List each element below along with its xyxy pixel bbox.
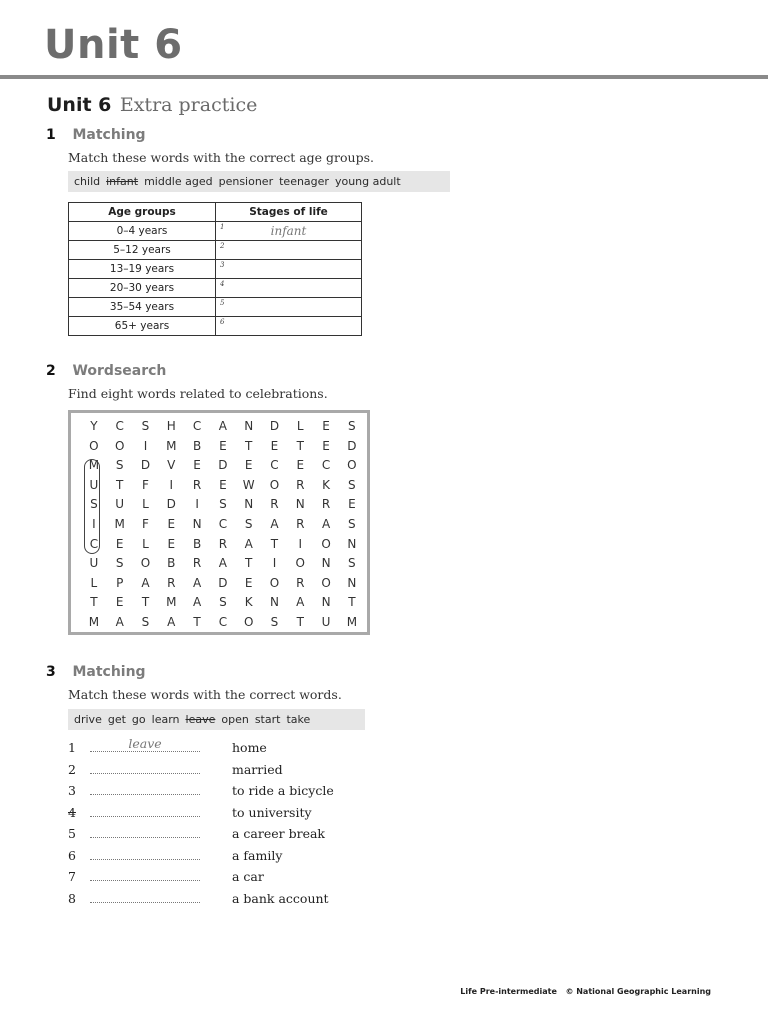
verb-word: take [286,713,311,726]
match-phrase: a family [232,847,283,863]
grid-letter[interactable]: O [114,438,125,453]
footer-copyright: © National Geographic Learning [565,987,711,996]
grid-letter[interactable]: D [218,575,228,590]
grid-letter[interactable]: T [296,614,304,629]
match-item-number: 7 [68,869,76,884]
grid-letter[interactable]: M [88,458,100,473]
stage-answer-cell[interactable] [216,241,362,260]
grid-letter[interactable]: N [321,595,331,610]
grid-letter[interactable]: I [195,497,199,512]
grid-letter[interactable]: T [245,438,253,453]
match-item-number: 1 [68,740,76,755]
match-answer: leave [128,736,162,751]
section-2-instruction: Find eight words related to celebrations. [68,386,328,401]
grid-letter[interactable]: D [140,458,151,473]
section-3-word-box [68,709,365,730]
table-header-stages-of-life: Stages of life [216,203,362,222]
answer-blank[interactable] [90,773,200,774]
answer-blank[interactable] [90,880,200,881]
match-item-number: 6 [68,847,76,863]
grid-letter[interactable]: S [348,419,356,433]
age-word: young adult [334,175,401,188]
grid-letter[interactable]: E [115,595,124,610]
grid-letter[interactable]: R [321,497,331,512]
grid-letter[interactable]: E [322,438,330,453]
age-word: teenager [279,175,329,188]
grid-letter[interactable]: E [193,458,201,473]
grid-letter[interactable]: B [192,438,202,453]
grid-letter[interactable]: R [167,575,176,590]
grid-letter[interactable]: E [296,458,305,473]
grid-letter[interactable]: R [296,575,305,590]
stage-answer-cell[interactable] [216,260,362,279]
match-phrase: home [232,740,267,755]
table-row [69,279,362,298]
grid-letter[interactable]: N [321,556,331,571]
grid-letter[interactable]: D [347,438,357,453]
grid-letter[interactable]: O [89,438,99,453]
row-number: 4 [220,280,225,288]
grid-letter[interactable]: S [348,477,356,492]
stage-answer-cell[interactable] [216,279,362,298]
grid-row [81,476,365,496]
section-1-heading [46,126,146,144]
grid-letter[interactable]: D [166,497,176,512]
age-word: child [74,175,101,188]
footer-book-title: Life Pre-intermediate [460,987,557,996]
grid-letter[interactable]: A [141,575,150,590]
match-item-number: 8 [68,890,76,906]
grid-letter[interactable]: T [270,536,279,551]
grid-letter[interactable]: O [269,477,280,492]
grid-letter[interactable]: E [244,575,253,590]
grid-letter[interactable]: A [192,575,202,590]
grid-letter[interactable]: M [88,614,100,629]
age-word: infant [106,175,139,188]
grid-row [81,535,365,555]
grid-letter[interactable]: S [115,458,124,473]
grid-letter[interactable]: P [116,575,124,590]
verb-word: go [131,713,146,726]
grid-letter[interactable]: E [167,516,176,531]
grid-letter[interactable]: O [243,614,254,629]
grid-letter[interactable]: R [192,556,202,571]
grid-letter[interactable]: A [321,516,331,531]
section-1-title: Matching [72,127,146,143]
section-3-instruction: Match these words with the correct words. [68,687,342,702]
grid-letter[interactable]: T [116,477,124,492]
grid-letter[interactable]: O [295,556,305,571]
grid-letter[interactable]: E [348,497,356,512]
age-group-cell: 0–4 years [69,222,216,241]
match-phrase: married [232,761,283,777]
grid-letter[interactable]: I [272,556,277,571]
grid-letter[interactable]: S [141,614,150,629]
age-group-cell: 35–54 years [69,298,216,317]
grid-row [81,417,365,437]
grid-letter[interactable]: M [346,614,358,629]
grid-letter[interactable]: O [321,575,331,590]
section-2-number: 2 [46,363,56,379]
answer-blank[interactable] [90,794,200,795]
grid-letter[interactable]: C [321,458,331,473]
age-groups-table [68,202,362,336]
grid-letter[interactable]: R [296,477,305,492]
wordsearch-letters [81,417,365,633]
grid-letter[interactable]: R [218,536,228,551]
table-row [69,260,362,279]
grid-letter[interactable]: S [141,419,150,433]
section-3-title: Matching [72,664,146,680]
stage-answer-cell[interactable] [216,298,362,317]
grid-letter[interactable]: E [115,536,124,551]
grid-letter[interactable]: E [322,419,330,433]
grid-letter[interactable]: N [192,516,202,531]
grid-letter[interactable]: B [192,536,202,551]
grid-letter[interactable]: U [321,614,331,629]
verb-word: learn [151,713,180,726]
grid-letter[interactable]: C [192,419,202,433]
grid-letter[interactable]: T [348,595,356,610]
grid-letter[interactable]: C [218,516,228,531]
grid-letter[interactable]: I [143,438,148,453]
grid-letter[interactable]: N [244,497,254,512]
grid-letter[interactable]: U [89,477,99,492]
row-number: 6 [220,318,225,326]
grid-letter[interactable]: O [347,458,357,473]
verb-word: drive [74,713,102,726]
grid-letter[interactable]: T [245,556,253,571]
match-phrase: a bank account [232,890,329,906]
grid-row [81,456,365,476]
grid-letter[interactable]: E [244,458,253,473]
grid-letter[interactable]: B [167,556,176,571]
grid-letter[interactable]: E [270,438,279,453]
page-title-extra: Extra practice [119,94,258,116]
grid-letter[interactable]: W [242,477,255,492]
grid-row [81,593,365,613]
grid-letter[interactable]: S [348,556,356,571]
age-group-cell: 5–12 years [69,241,216,260]
grid-letter[interactable]: L [142,536,149,551]
grid-letter[interactable]: O [140,556,151,571]
age-word: middle aged [144,175,213,188]
grid-letter[interactable]: C [89,536,99,551]
grid-letter[interactable]: M [166,595,177,610]
grid-letter[interactable]: S [219,595,227,610]
answer-blank[interactable] [90,902,200,903]
grid-letter[interactable]: S [244,516,253,531]
grid-letter[interactable]: T [193,614,201,629]
match-item-number: 5 [68,826,76,841]
table-row [69,222,362,241]
verb-word: open [221,713,249,726]
grid-letter[interactable]: S [348,516,356,531]
grid-letter[interactable]: A [167,614,176,629]
grid-letter[interactable]: R [270,497,279,512]
grid-letter[interactable]: A [296,595,305,610]
grid-letter[interactable]: E [219,477,227,492]
grid-letter[interactable]: N [295,497,305,512]
grid-row [81,613,365,633]
grid-letter[interactable]: A [192,595,202,610]
grid-letter[interactable]: I [298,536,303,551]
grid-letter[interactable]: A [218,556,227,571]
section-1-number: 1 [46,127,56,143]
found-word-circle [84,459,100,554]
answer-blank[interactable] [90,751,200,752]
match-phrase: a car [232,869,264,884]
grid-letter[interactable]: V [167,458,176,473]
grid-letter[interactable]: U [89,556,99,571]
grid-letter[interactable]: E [167,536,176,551]
age-group-cell: 13–19 years [69,260,216,279]
grid-letter[interactable]: I [92,516,96,531]
stage-answer-cell[interactable] [216,222,362,241]
grid-letter[interactable]: U [115,497,125,512]
grid-letter[interactable]: A [270,516,279,531]
row-number: 3 [220,261,225,269]
grid-letter[interactable]: A [218,419,227,433]
section-3-number: 3 [46,664,56,680]
grid-letter[interactable]: N [347,536,357,551]
grid-letter[interactable]: F [142,477,149,492]
age-group-cell: 65+ years [69,317,216,336]
grid-letter[interactable]: S [219,497,227,512]
row-number: 1 [220,223,225,231]
grid-letter[interactable]: L [90,575,98,590]
section-3-heading [46,663,146,681]
grid-row [81,437,365,457]
match-phrase: a career break [232,826,325,841]
grid-letter[interactable]: S [270,614,279,629]
table-header-age-groups: Age groups [69,203,216,222]
grid-letter[interactable]: L [296,419,304,433]
age-word: pensioner [218,175,274,188]
stage-answer: infant [270,224,307,238]
verb-word: leave [185,713,216,726]
age-group-cell: 20–30 years [69,279,216,298]
grid-letter[interactable]: Y [90,419,98,433]
section-1-word-box [68,171,450,192]
match-item-number: 4 [68,804,76,820]
grid-letter[interactable]: T [296,438,304,453]
page-title [47,94,257,116]
grid-letter[interactable]: M [166,438,177,453]
table-row [69,317,362,336]
grid-letter[interactable]: O [321,536,331,551]
match-phrase: to ride a bicycle [232,783,334,798]
answer-blank[interactable] [90,837,200,838]
row-number: 2 [220,242,225,250]
grid-letter[interactable]: E [219,438,227,453]
grid-letter[interactable]: R [296,516,305,531]
page-title-unit: Unit 6 [47,94,112,116]
wordsearch-grid [68,410,370,635]
grid-letter[interactable]: M [114,516,125,531]
grid-letter[interactable]: D [269,419,280,433]
match-item-number: 2 [68,761,76,777]
grid-letter[interactable]: L [142,497,149,512]
grid-letter[interactable]: I [169,477,174,492]
answer-blank[interactable] [90,816,200,817]
header-rule [0,75,768,79]
grid-letter[interactable]: N [269,595,279,610]
grid-letter[interactable]: N [347,575,357,590]
grid-letter[interactable]: S [90,497,98,512]
grid-letter[interactable]: A [244,536,253,551]
answer-blank[interactable] [90,859,200,860]
match-item-number: 3 [68,783,76,798]
grid-letter[interactable]: N [244,419,254,433]
table-row [69,298,362,317]
grid-letter[interactable]: D [218,458,228,473]
grid-letter[interactable]: O [269,575,280,590]
grid-row [81,515,365,535]
grid-row [81,574,365,594]
grid-letter[interactable]: F [142,516,149,531]
section-2-heading [46,362,166,380]
grid-letter[interactable]: H [166,419,176,433]
grid-letter[interactable]: K [322,477,330,492]
match-phrase: to university [232,804,312,820]
grid-letter[interactable]: C [218,614,228,629]
grid-letter[interactable]: S [115,556,124,571]
grid-letter[interactable]: T [141,595,150,610]
grid-letter[interactable]: A [115,614,124,629]
section-2-title: Wordsearch [72,363,167,379]
grid-row [81,495,365,515]
row-number: 5 [220,299,225,307]
unit-header: Unit 6 [44,22,183,68]
grid-letter[interactable]: R [192,477,202,492]
stage-answer-cell[interactable] [216,317,362,336]
table-row [69,241,362,260]
grid-letter[interactable]: C [270,458,279,473]
footer [460,987,711,996]
grid-row [81,554,365,574]
verb-word: start [254,713,281,726]
grid-letter[interactable]: T [90,595,98,610]
grid-letter[interactable]: K [244,595,253,610]
grid-letter[interactable]: C [115,419,124,433]
verb-word: get [107,713,126,726]
section-1-instruction: Match these words with the correct age groups. [68,150,374,165]
